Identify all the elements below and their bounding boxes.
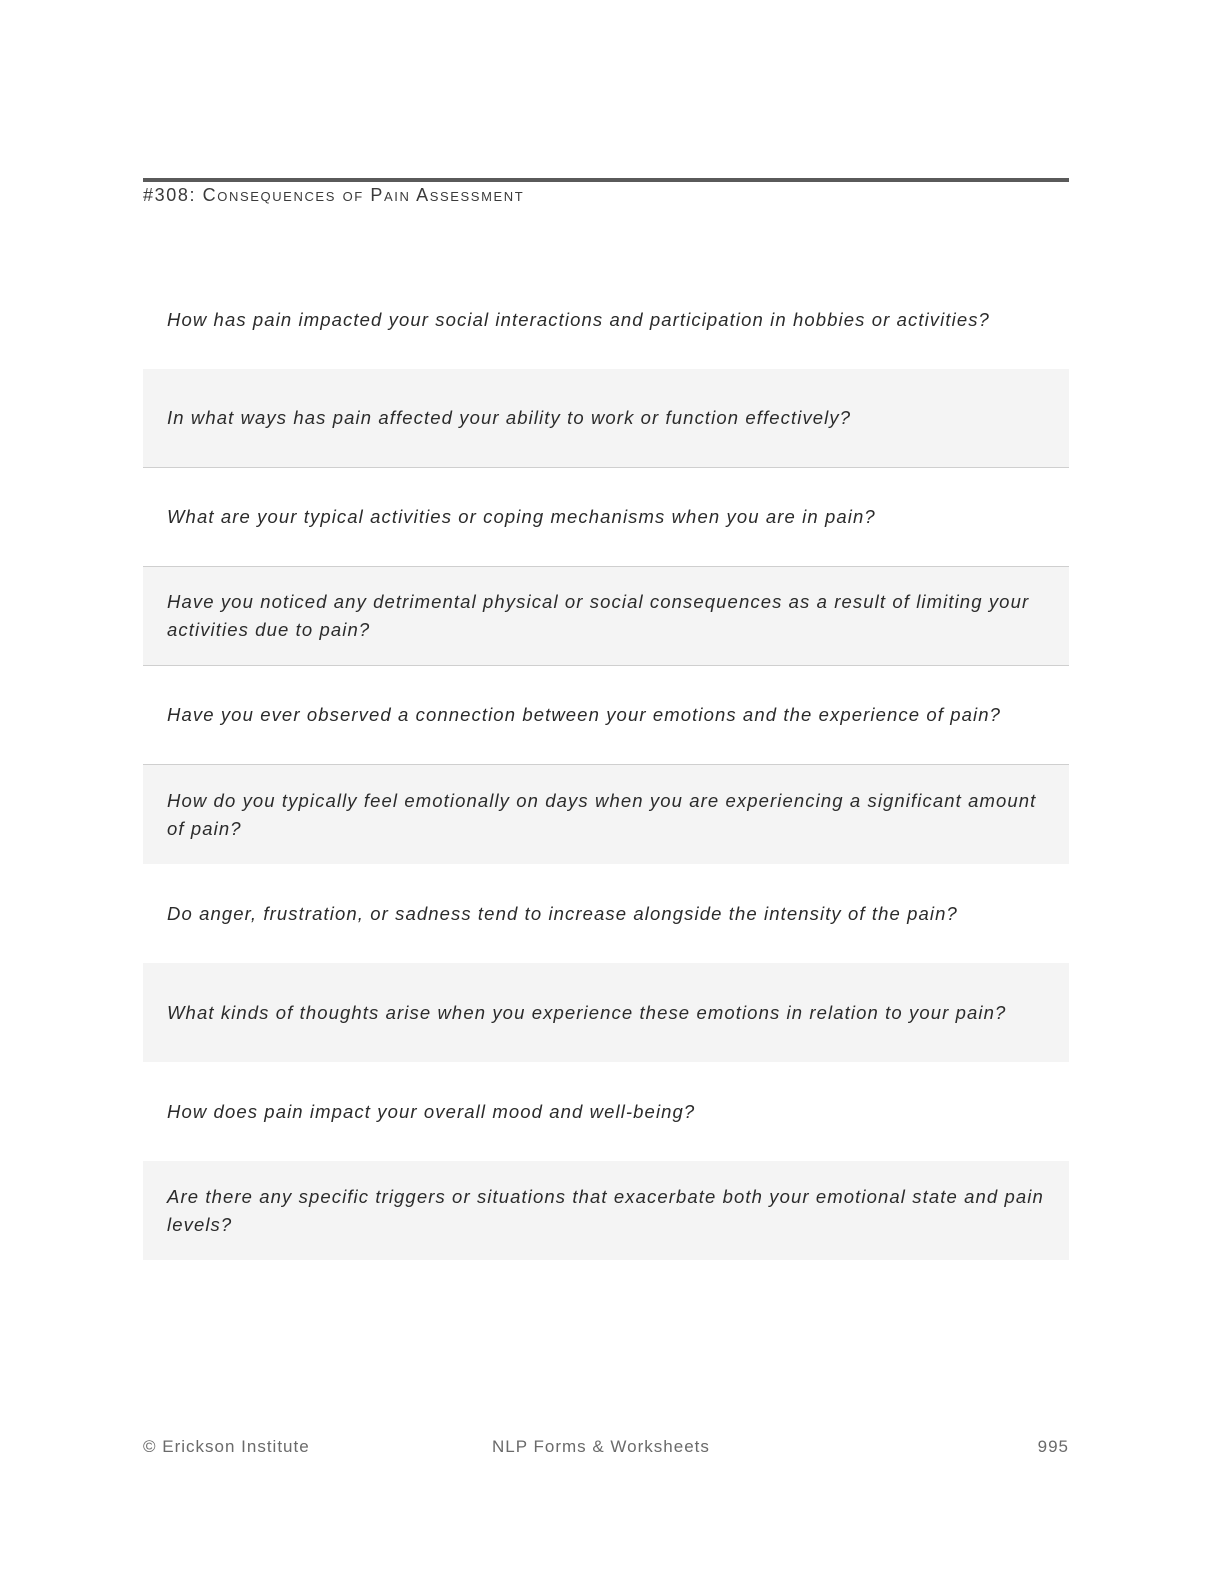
footer-copyright: © Erickson Institute bbox=[143, 1437, 310, 1456]
question-row bbox=[143, 1062, 1069, 1161]
question-row bbox=[143, 369, 1069, 468]
question-list bbox=[143, 270, 1069, 1260]
question-text: In what ways has pain affected your ability to work or function effectively? bbox=[167, 407, 852, 428]
question-row bbox=[143, 270, 1069, 369]
page-title: #308: Consequences of Pain Assessment bbox=[143, 185, 525, 205]
question-text: Are there any specific triggers or situations that exacerbate both your emotional state and pain levels? bbox=[167, 1185, 1044, 1235]
title-rule bbox=[143, 178, 1069, 182]
question-row bbox=[143, 468, 1069, 567]
footer-book-title: NLP Forms & Worksheets bbox=[492, 1437, 710, 1456]
worksheet-page bbox=[143, 0, 1069, 1584]
question-text: Have you noticed any detrimental physical or social consequences as a result of limiting your activities due to pain? bbox=[167, 591, 1030, 640]
question-text: What kinds of thoughts arise when you experience these emotions in relation to your pain? bbox=[167, 1001, 1007, 1023]
question-text: Have you ever observed a connection between your emotions and the experience of pain? bbox=[167, 704, 1001, 725]
page-footer bbox=[143, 1437, 1069, 1461]
question-row bbox=[143, 1161, 1069, 1260]
question-text: What are your typical activities or coping mechanisms when you are in pain? bbox=[167, 506, 876, 527]
footer-page-number: 995 bbox=[1037, 1437, 1069, 1456]
question-text: How does pain impact your overall mood and well-being? bbox=[167, 1100, 696, 1122]
question-row bbox=[143, 666, 1069, 765]
question-text: How has pain impacted your social interactions and participation in hobbies or activities? bbox=[167, 308, 990, 330]
question-row bbox=[143, 765, 1069, 864]
question-row bbox=[143, 963, 1069, 1062]
question-row bbox=[143, 567, 1069, 666]
question-row bbox=[143, 864, 1069, 963]
question-text: How do you typically feel emotionally on days when you are experiencing a significant amount of pain? bbox=[167, 789, 1037, 839]
question-text: Do anger, frustration, or sadness tend to increase alongside the intensity of the pain? bbox=[167, 902, 958, 924]
